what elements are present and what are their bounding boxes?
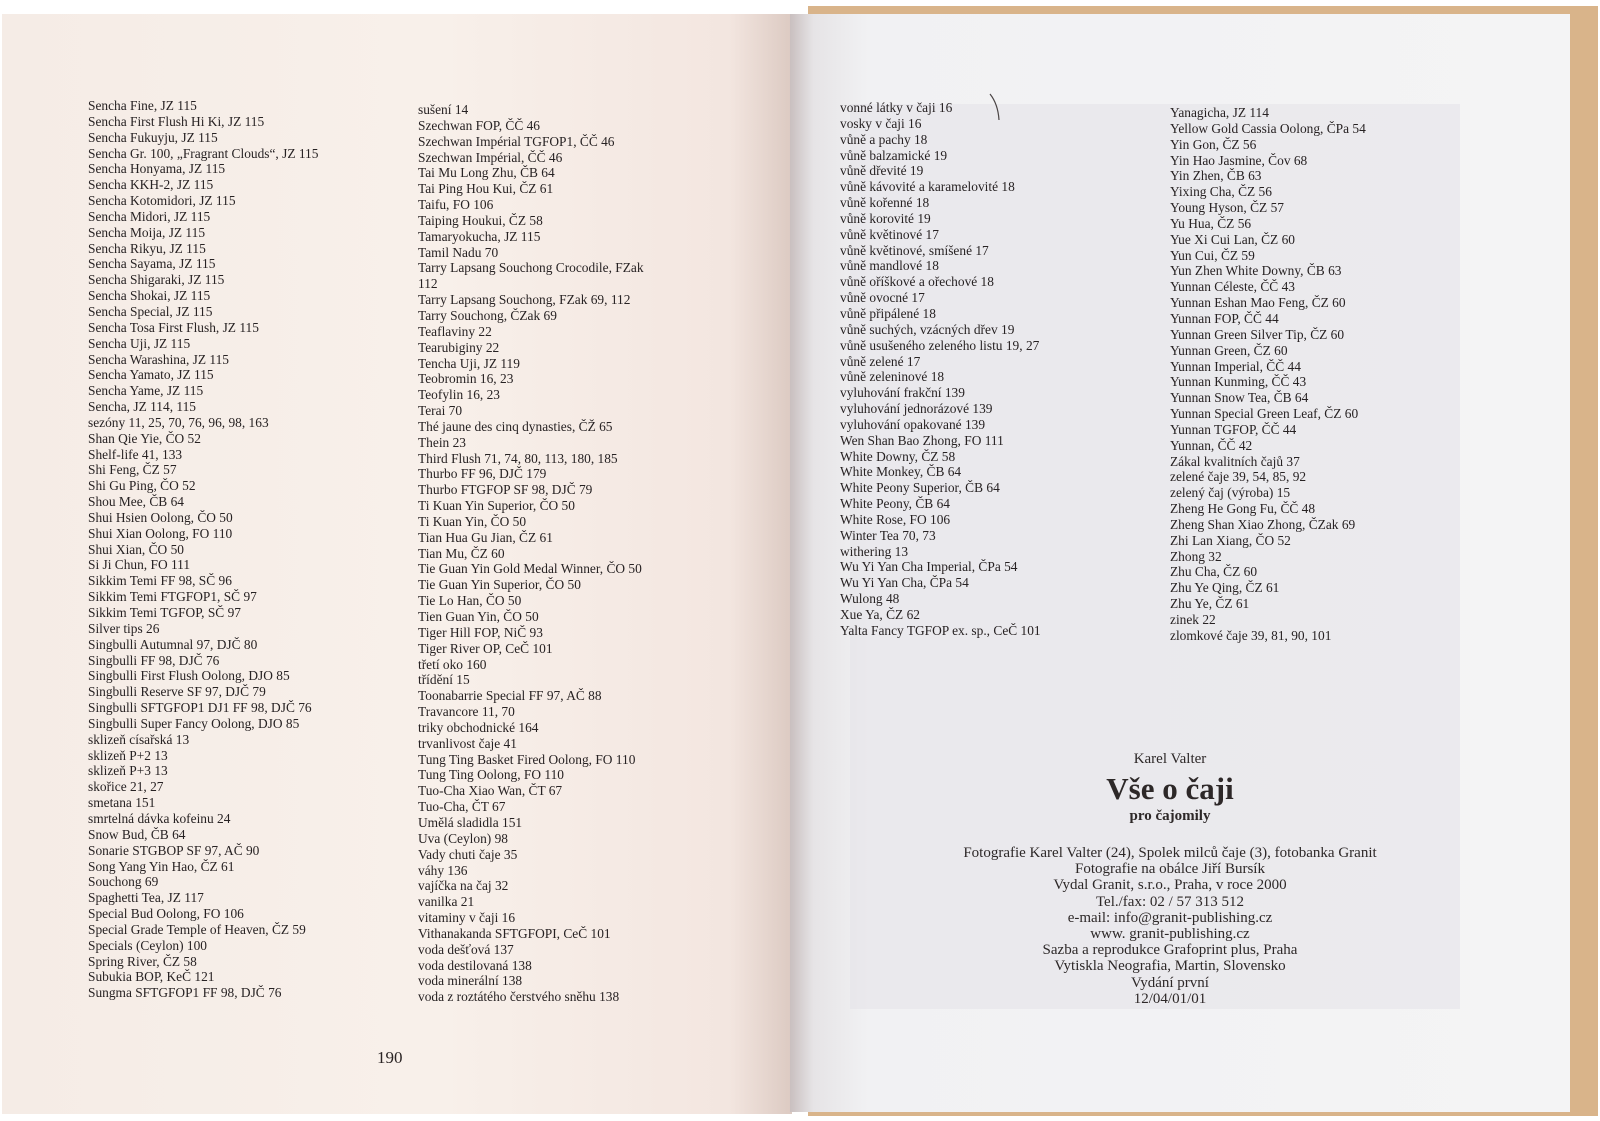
index-entry: Tiger Hill FOP, NiČ 93: [418, 624, 543, 640]
index-entry: Subukia BOP, KeČ 121: [88, 969, 215, 985]
index-entry: Zhu Cha, ČZ 60: [1170, 564, 1258, 580]
index-entry: Sencha Rikyu, JZ 115: [88, 240, 206, 256]
pencil-mark: [988, 92, 1002, 122]
index-entry: Tamaryokucha, JZ 115: [418, 228, 541, 244]
index-entry: Wu Yi Yan Cha, ČPa 54: [840, 575, 969, 591]
index-entry: Shou Mee, ČB 64: [88, 494, 184, 510]
index-entry: zinek 22: [1170, 612, 1216, 627]
index-entry: zelené čaje 39, 54, 85, 92: [1170, 469, 1307, 485]
index-entry: Szechwan Impérial, ČČ 46: [418, 149, 563, 165]
index-entry: Yanagicha, JZ 114: [1170, 105, 1269, 120]
index-entry: smrtelná dávka kofeinu 24: [88, 810, 231, 826]
index-entry: Sencha Shokai, JZ 115: [88, 288, 211, 304]
index-entry: Zhi Lan Xiang, ČO 52: [1170, 532, 1291, 548]
index-entry: Singbulli Reserve SF 97, DJČ 79: [88, 684, 266, 700]
index-entry: Young Hyson, ČZ 57: [1170, 200, 1284, 216]
index-entry: Yunnan TGFOP, ČČ 44: [1170, 421, 1297, 437]
index-entry: voda z roztátého čerstvého sněhu 138: [418, 989, 620, 1005]
index-entry: Sikkim Temi FF 98, SČ 96: [88, 573, 232, 589]
index-entry: Third Flush 71, 74, 80, 113, 180, 185: [418, 450, 618, 466]
index-entry: Sonarie STGBOP SF 97, AČ 90: [88, 842, 260, 858]
index-entry: Szechwan Impérial TGFOP1, ČČ 46: [418, 133, 615, 149]
index-entry: Yin Zhen, ČB 63: [1170, 168, 1262, 184]
index-entry: vůně zelené 17: [840, 353, 921, 369]
index-entry: vůně usušeného zeleného listu 19, 27: [840, 337, 1040, 353]
book-title: Vše o čaji: [1106, 771, 1234, 806]
index-entry: Shui Xian Oolong, FO 110: [88, 525, 233, 541]
index-entry: Teaflaviny 22: [418, 323, 492, 339]
index-entry: Taiping Houkui, ČZ 58: [418, 212, 543, 228]
index-entry: Sencha Moija, JZ 115: [88, 224, 206, 240]
index-entry: Szechwan FOP, ČČ 46: [418, 117, 541, 133]
index-entry: Sencha KKH-2, JZ 115: [88, 177, 214, 193]
index-entry: White Downy, ČZ 58: [840, 448, 956, 464]
index-entry: vůně zeleninové 18: [840, 369, 945, 385]
index-entry: vitaminy v čaji 16: [418, 910, 516, 926]
index-entry: Zákal kvalitních čajů 37: [1170, 453, 1300, 469]
index-entry: Tie Lo Han, ČO 50: [418, 593, 522, 609]
index-entry: Tai Ping Hou Kui, ČZ 61: [418, 181, 554, 197]
index-entry: Winter Tea 70, 73: [840, 527, 936, 543]
index-entry: Yue Xi Cui Lan, ČZ 60: [1170, 231, 1295, 247]
index-entry: Umělá sladidla 151: [418, 814, 523, 830]
index-entry: Tai Mu Long Zhu, ČB 64: [418, 165, 555, 181]
index-entry: Teofylin 16, 23: [418, 387, 500, 403]
index-entry: Sencha Sayama, JZ 115: [88, 256, 216, 272]
index-entry: Vithanakanda SFTGFOPI, CeČ 101: [418, 925, 611, 941]
index-entry: Sencha Fukuyju, JZ 115: [88, 129, 218, 145]
index-entry: Tearubiginy 22: [418, 339, 500, 355]
index-entry: vůně připálené 18: [840, 305, 936, 321]
index-entry: vyluhování opakované 139: [840, 416, 986, 432]
index-entry: vůně oříškové a ořechové 18: [840, 274, 994, 290]
index-entry: Tel./fax: 02 / 57 313 512: [1095, 893, 1245, 910]
index-entry: Tung Ting Oolong, FO 110: [418, 767, 564, 783]
index-entry: Tuo-Cha Xiao Wan, ČT 67: [418, 783, 563, 799]
index-entry: Toonabarrie Special FF 97, AČ 88: [418, 688, 602, 704]
index-entry: Zhong 32: [1170, 548, 1222, 564]
index-entry: vůně mandlové 18: [840, 258, 939, 274]
index-entry: Si Ji Chun, FO 111: [88, 557, 191, 573]
colophon-credits: [870, 845, 1470, 1007]
index-column-3: [840, 100, 1041, 639]
page-number: 190: [377, 1048, 403, 1067]
index-entry: Tung Ting Basket Fired Oolong, FO 110: [418, 751, 636, 767]
index-entry: Singbulli FF 98, DJČ 76: [88, 652, 220, 668]
index-entry: Fotografie Karel Valter (24), Spolek milců čaje (3), fotobanka Granit: [963, 845, 1377, 861]
index-entry: Yunnan Eshan Mao Feng, ČZ 60: [1170, 295, 1346, 311]
index-entry: Sencha Warashina, JZ 115: [88, 351, 229, 367]
index-entry: vůně balzamické 19: [840, 147, 948, 163]
index-entry: Vady chuti čaje 35: [418, 846, 518, 862]
index-entry: Singbulli Super Fancy Oolong, DJO 85: [88, 715, 300, 731]
index-entry: Special Bud Oolong, FO 106: [88, 906, 244, 922]
index-entry: vůně kávovité a karamelovité 18: [840, 179, 1015, 195]
index-entry: Tamil Nadu 70: [418, 244, 499, 260]
index-entry: Fotografie na obálce Jiří Bursík: [1075, 861, 1265, 878]
index-entry: sezóny 11, 25, 70, 76, 96, 98, 163: [88, 414, 269, 430]
index-entry: voda dešťová 137: [418, 941, 514, 957]
index-entry: vůně korovité 19: [840, 210, 931, 226]
index-entry: vajíčka na čaj 32: [418, 878, 509, 894]
index-entry: Yunnan Green Silver Tip, ČZ 60: [1170, 326, 1345, 342]
index-entry: www. granit-publishing.cz: [1090, 926, 1250, 943]
index-entry: Yunnan Kunming, ČČ 43: [1170, 374, 1307, 390]
index-entry: Spaghetti Tea, JZ 117: [88, 890, 204, 906]
index-entry: Special Grade Temple of Heaven, ČZ 59: [88, 921, 306, 937]
index-entry: Yun Zhen White Downy, ČB 63: [1170, 263, 1342, 279]
index-entry: Yunnan Céleste, ČČ 43: [1170, 279, 1295, 295]
index-entry: Yunnan Snow Tea, ČB 64: [1170, 390, 1309, 406]
index-entry: vůně květinové, smíšené 17: [840, 242, 989, 258]
index-entry: Sencha Honyama, JZ 115: [88, 161, 226, 177]
index-entry: Yu Hua, ČZ 56: [1170, 215, 1252, 231]
index-entry: vůně ovocné 17: [840, 290, 925, 306]
index-entry: Zhu Ye, ČZ 61: [1170, 596, 1250, 612]
index-entry: Tian Hua Gu Jian, ČZ 61: [418, 529, 553, 545]
index-entry: e-mail: info@granit-publishing.cz: [1067, 909, 1273, 926]
right-page: [790, 14, 1570, 1112]
index-entry: sušení 14: [418, 102, 469, 117]
index-entry: Tarry Lapsang Souchong Crocodile, FZak: [418, 260, 644, 276]
index-entry: Zheng Shan Xiao Zhong, ČZak 69: [1170, 516, 1356, 532]
index-entry: skořice 21, 27: [88, 779, 164, 795]
index-entry: Travancore 11, 70: [418, 704, 515, 720]
index-entry: Xue Ya, ČZ 62: [840, 607, 920, 622]
index-entry: Song Yang Yin Hao, ČZ 61: [88, 858, 235, 874]
book-author: Karel Valter: [1133, 751, 1207, 767]
index-entry: Silver tips 26: [88, 620, 160, 636]
index-entry: vyluhování jednorázové 139: [840, 401, 993, 417]
index-entry: smetana 151: [88, 795, 156, 811]
index-entry: Yalta Fancy TGFOP ex. sp., CeČ 101: [840, 622, 1041, 638]
index-entry: vosky v čaji 16: [840, 115, 922, 131]
index-entry: Sencha, JZ 114, 115: [88, 399, 196, 415]
index-entry: White Peony Superior, ČB 64: [840, 480, 1000, 496]
index-entry: Shi Gu Ping, ČO 52: [88, 478, 196, 494]
index-entry: vůně květinové 17: [840, 226, 939, 242]
index-entry: Shui Xian, ČO 50: [88, 541, 184, 557]
index-entry: Thurbo FTGFOP SF 98, DJČ 79: [418, 482, 593, 498]
index-entry: Singbulli First Flush Oolong, DJO 85: [88, 668, 290, 684]
index-entry: vyluhování frakční 139: [840, 385, 965, 401]
index-entry: Tiger River OP, CeČ 101: [418, 640, 553, 656]
index-entry: vůně a pachy 18: [840, 131, 928, 147]
index-entry: Singbulli SFTGFOP1 DJ1 FF 98, DJČ 76: [88, 700, 312, 716]
index-entry: Sungma SFTGFOP1 FF 98, DJČ 76: [88, 985, 282, 1001]
index-entry: White Rose, FO 106: [840, 511, 951, 527]
index-entry: vůně suchých, vzácných dřev 19: [840, 321, 1015, 337]
index-entry: Spring River, ČZ 58: [88, 953, 197, 969]
index-entry: Sazba a reprodukce Grafoprint plus, Praha: [1042, 942, 1298, 959]
index-entry: Yunnan, ČČ 42: [1170, 437, 1253, 453]
index-entry: Wulong 48: [840, 591, 900, 607]
index-entry: Sencha Midori, JZ 115: [88, 208, 211, 224]
index-entry: Zhu Ye Qing, ČZ 61: [1170, 580, 1280, 596]
index-entry: Vytiskla Neografia, Martin, Slovensko: [1054, 958, 1286, 975]
index-entry: Yin Gon, ČZ 56: [1170, 136, 1257, 152]
index-column-4: [1170, 105, 1366, 644]
index-entry: Sencha Tosa First Flush, JZ 115: [88, 319, 259, 335]
index-entry: Tencha Uji, JZ 119: [418, 355, 520, 371]
index-entry: sklizeň P+3 13: [88, 763, 168, 779]
book-subtitle: pro čajomily: [1129, 808, 1211, 824]
index-entry: Tarry Lapsang Souchong, FZak 69, 112: [418, 292, 631, 308]
index-entry: Yixing Cha, ČZ 56: [1170, 184, 1272, 200]
index-entry: Yellow Gold Cassia Oolong, ČPa 54: [1170, 120, 1366, 136]
index-entry: Yunnan Imperial, ČČ 44: [1170, 358, 1301, 374]
index-entry: White Monkey, ČB 64: [840, 464, 962, 480]
index-entry: třetí oko 160: [418, 656, 487, 672]
index-entry: Vydání první: [1131, 974, 1209, 991]
index-entry: White Peony, ČB 64: [840, 496, 950, 512]
index-entry: Sencha Uji, JZ 115: [88, 335, 191, 351]
index-entry: Sencha First Flush Hi Ki, JZ 115: [88, 113, 265, 129]
index-entry: Sencha Fine, JZ 115: [88, 98, 197, 113]
index-entry: Yunnan FOP, ČČ 44: [1170, 310, 1279, 326]
index-column-1: [88, 98, 318, 1001]
index-entry: Tie Guan Yin Superior, ČO 50: [418, 577, 581, 593]
index-entry: Ti Kuan Yin Superior, ČO 50: [418, 498, 575, 514]
index-entry: Tien Guan Yin, ČO 50: [418, 609, 539, 624]
index-entry: Sikkim Temi FTGFOP1, SČ 97: [88, 589, 257, 605]
index-entry: Sencha Special, JZ 115: [88, 303, 213, 319]
index-entry: zelený čaj (výroba) 15: [1170, 485, 1291, 501]
index-entry: vůně dřevité 19: [840, 163, 924, 179]
left-page: [2, 14, 792, 1114]
index-entry: Taifu, FO 106: [418, 197, 494, 213]
index-entry: Shelf-life 41, 133: [88, 446, 183, 462]
index-entry: Sencha Kotomidori, JZ 115: [88, 193, 236, 209]
colophon: [870, 751, 1470, 1007]
index-entry: Tarry Souchong, ČZak 69: [418, 307, 557, 323]
index-entry: Ti Kuan Yin, ČO 50: [418, 513, 527, 529]
index-entry: Vydal Granit, s.r.o., Praha, v roce 2000: [1053, 877, 1287, 894]
index-entry: triky obchodnické 164: [418, 719, 539, 735]
index-entry: Thurbo FF 96, DJČ 179: [418, 466, 547, 482]
index-entry: sklizeň P+2 13: [88, 747, 168, 763]
index-entry: Teobromin 16, 23: [418, 371, 514, 387]
index-entry: vonné látky v čaji 16: [840, 100, 953, 115]
index-entry: Yunnan Special Green Leaf, ČZ 60: [1170, 406, 1359, 422]
index-entry: Sencha Yame, JZ 115: [88, 383, 204, 399]
index-entry: Wen Shan Bao Zhong, FO 111: [840, 432, 1004, 448]
index-entry: 112: [418, 276, 438, 292]
index-entry: Souchong 69: [88, 874, 159, 890]
index-entry: třídění 15: [418, 672, 470, 688]
index-entry: Tian Mu, ČZ 60: [418, 545, 505, 561]
index-entry: Thein 23: [418, 434, 466, 450]
index-entry: Yun Cui, ČZ 59: [1170, 247, 1255, 263]
index-entry: Sencha Shigaraki, JZ 115: [88, 272, 225, 288]
index-entry: Shi Feng, ČZ 57: [88, 462, 177, 478]
index-entry: Snow Bud, ČB 64: [88, 826, 186, 842]
index-entry: Tuo-Cha, ČT 67: [418, 799, 506, 815]
index-entry: Sikkim Temi TGFOP, SČ 97: [88, 605, 241, 620]
index-entry: váhy 136: [418, 862, 468, 878]
index-entry: voda minerální 138: [418, 973, 523, 989]
index-entry: Sencha Gr. 100, „Fragrant Clouds“, JZ 115: [88, 145, 319, 161]
index-entry: Thé jaune des cinq dynasties, ČŽ 65: [418, 418, 613, 434]
index-entry: trvanlivost čaje 41: [418, 735, 517, 751]
index-entry: Uva (Ceylon) 98: [418, 830, 508, 846]
index-entry: Wu Yi Yan Cha Imperial, ČPa 54: [840, 559, 1018, 575]
index-entry: Yin Hao Jasmine, Čov 68: [1170, 152, 1308, 168]
index-entry: sklizeň císařská 13: [88, 731, 190, 747]
index-entry: Sencha Yamato, JZ 115: [88, 367, 214, 383]
index-entry: Yunnan Green, ČZ 60: [1170, 342, 1288, 358]
index-entry: zlomkové čaje 39, 81, 90, 101: [1170, 627, 1332, 643]
index-entry: 12/04/01/01: [1133, 990, 1207, 1007]
index-column-2: [418, 102, 644, 1005]
index-entry: vanilka 21: [418, 894, 475, 910]
index-entry: vůně kořenné 18: [840, 195, 930, 211]
index-entry: Shan Qie Yie, ČO 52: [88, 430, 201, 446]
index-entry: withering 13: [840, 543, 909, 559]
index-entry: Tie Guan Yin Gold Medal Winner, ČO 50: [418, 561, 642, 577]
index-entry: Shui Hsien Oolong, ČO 50: [88, 509, 233, 525]
index-entry: Zheng He Gong Fu, ČČ 48: [1170, 501, 1316, 517]
index-entry: voda destilovaná 138: [418, 957, 532, 973]
index-entry: Terai 70: [418, 403, 463, 419]
index-entry: Singbulli Autumnal 97, DJČ 80: [88, 636, 258, 652]
index-entry: Specials (Ceylon) 100: [88, 937, 208, 953]
